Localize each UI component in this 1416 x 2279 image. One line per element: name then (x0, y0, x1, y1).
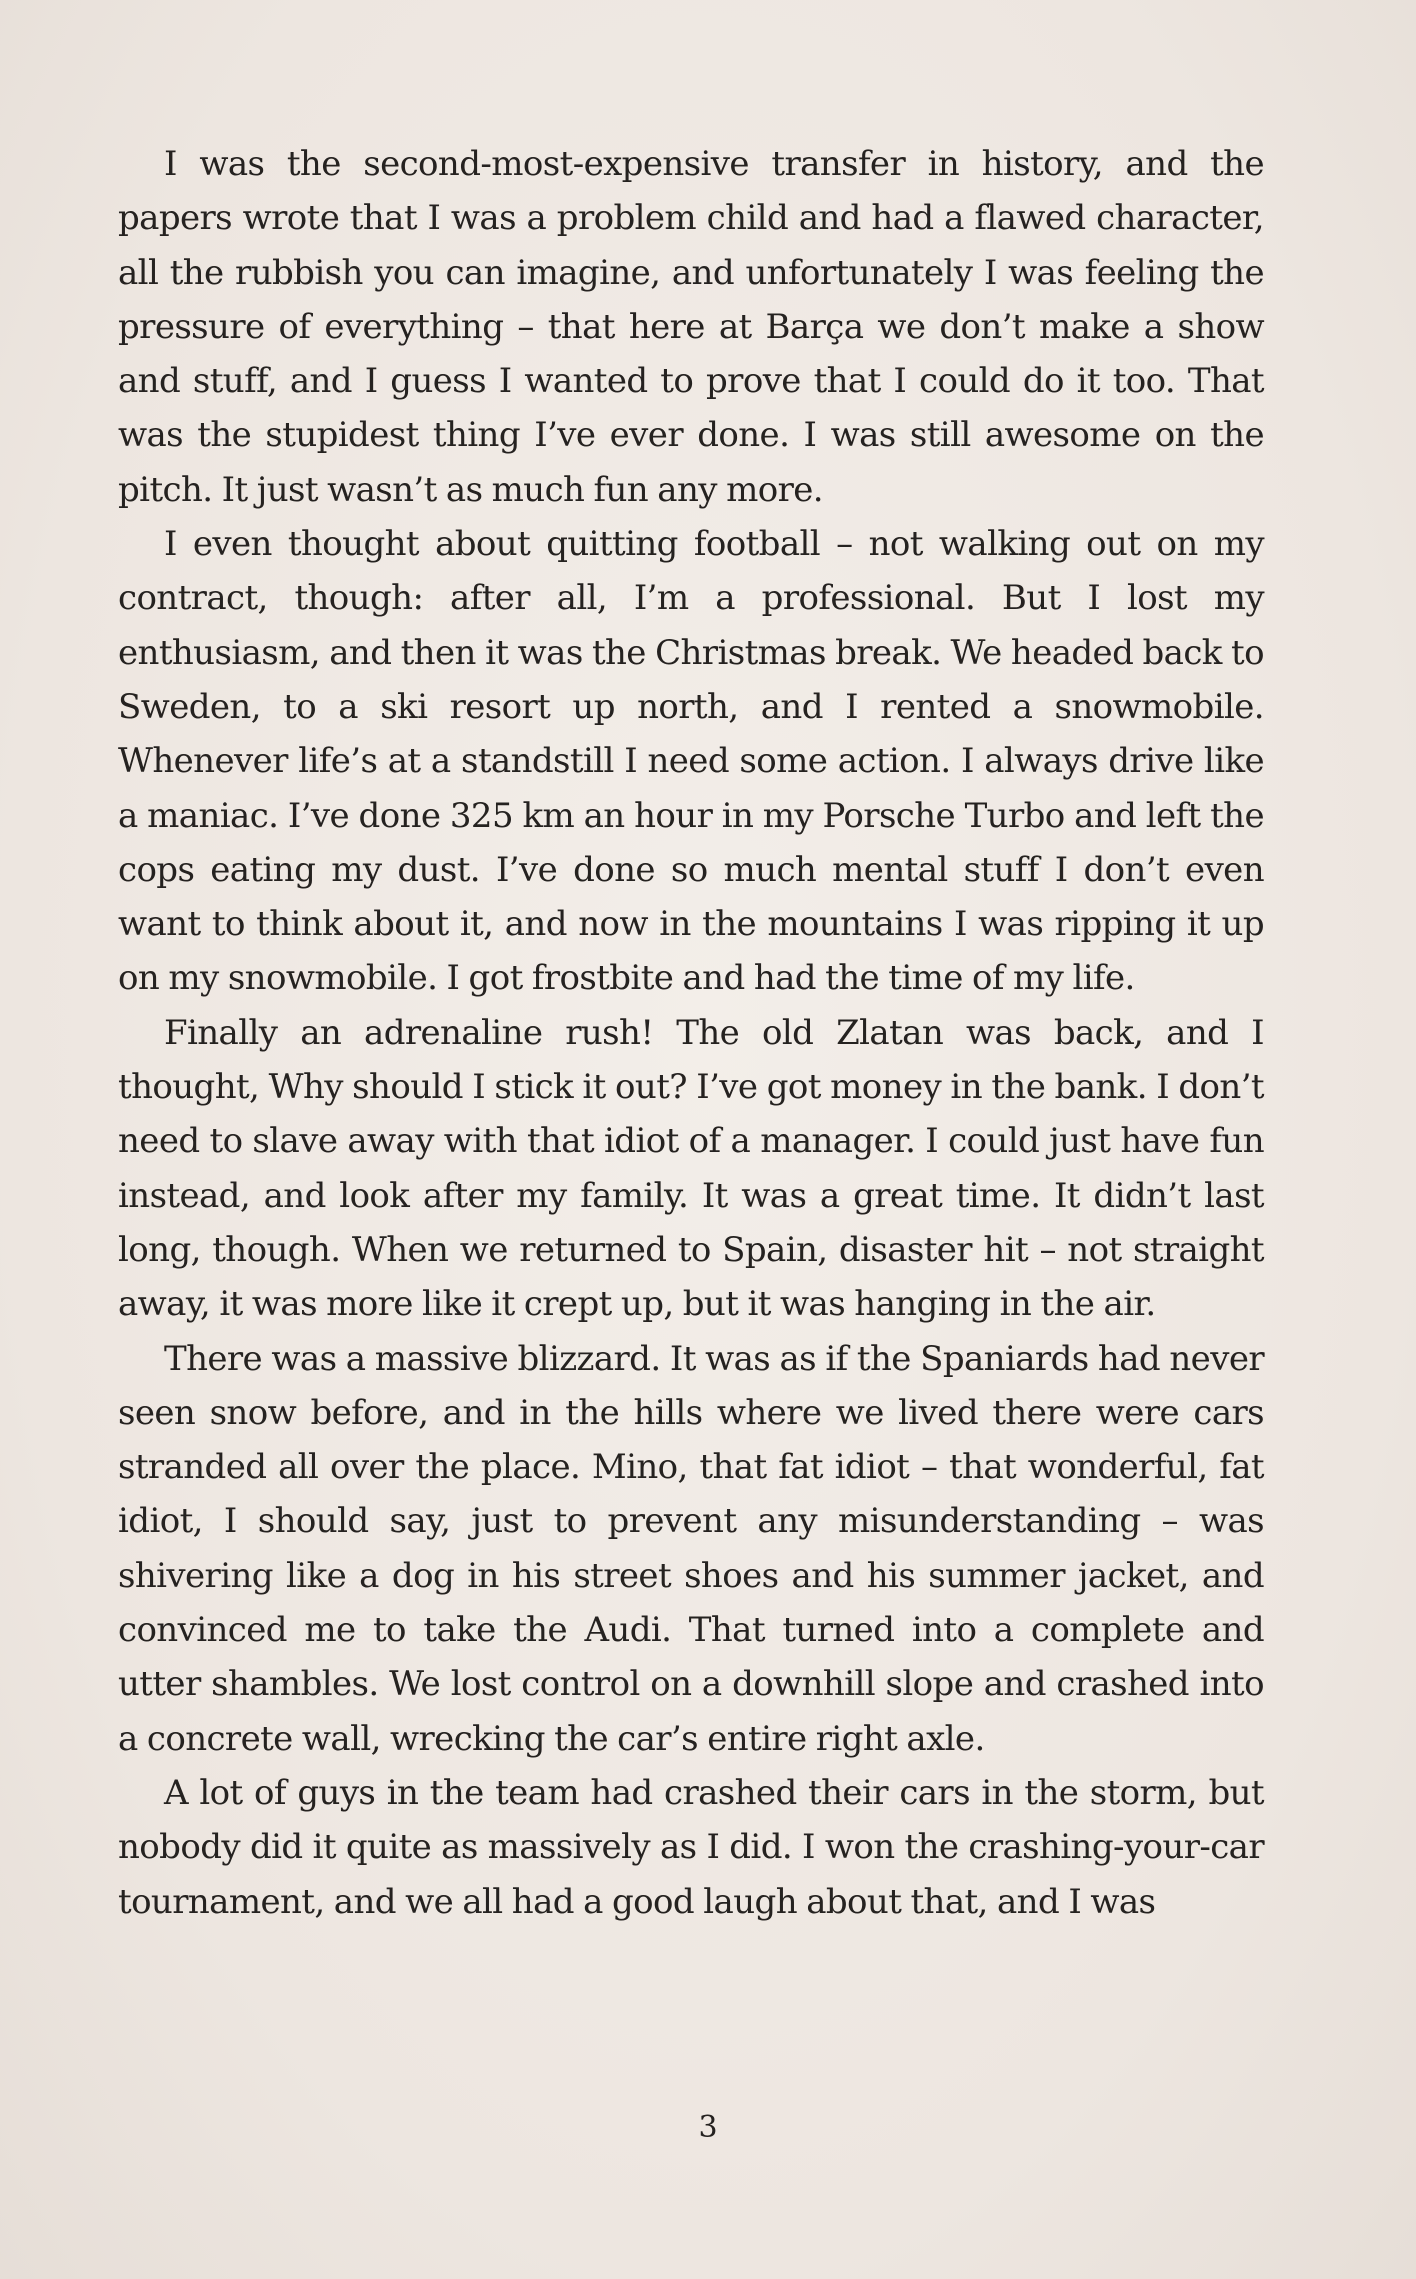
paragraph-2: I even thought about quitting football – not walking out on my contract, though: after all, I’m a professional. But I lost my enthusiasm, and then it was the Christmas break. We headed back to Sweden, to a ski resort up north, and I rented a snowmobile. Whenever life’s at a standstill I need some action. I always drive like a maniac. I’ve done 325 km an hour in my Porsche Turbo and left the cops eating my dust. I’ve done so much mental stuff I don’t even want to think about it, and now in the mountains I was ripping it up on my snowmobile. I got frostbite and had the time of my life. (118, 524, 1264, 999)
paragraph-4: There was a massive blizzard. It was as if the Spaniards had never seen snow before, and in the hills where we lived there were cars stranded all over the place. Mino, that fat idiot – that wonderful, fat idiot, I should say, just to prevent any misunderstanding – was shivering like a dog in his street shoes and his summer jacket, and convinced me to take the Audi. That turned into a complete and utter shambles. We lost control on a downhill slope and crashed into a concrete wall, wrecking the car’s entire right axle. (118, 1338, 1264, 1759)
page-number: 3 (698, 2110, 718, 2145)
paragraph-5: A lot of guys in the team had crashed their cars in the storm, but nobody did it quite as massively as I did. I won the crashing-your-car tournament, and we all had a good laugh about that, and I was (118, 1772, 1264, 1922)
body-text (118, 137, 1264, 1929)
paragraph-1: I was the second-most-expensive transfer in history, and the papers wrote that I was a problem child and had a flawed character, all the rubbish you can imagine, and unfortunately I was feeling the pressure of everything – that here at Barça we don’t make a show and stuff, and I guess I wanted to prove that I could do it too. That was the stupidest thing I’ve ever done. I was still awesome on the pitch. It just wasn’t as much fun any more. (118, 144, 1264, 510)
paragraph-3: Finally an adrenaline rush! The old Zlatan was back, and I thought, Why should I stick it out? I’ve got money in the bank. I don’t need to slave away with that idiot of a manager. I could just have fun instead, and look after my family. It was a great time. It didn’t last long, though. When we returned to Spain, disaster hit – not straight away, it was more like it crept up, but it was hanging in the air. (118, 1012, 1264, 1325)
